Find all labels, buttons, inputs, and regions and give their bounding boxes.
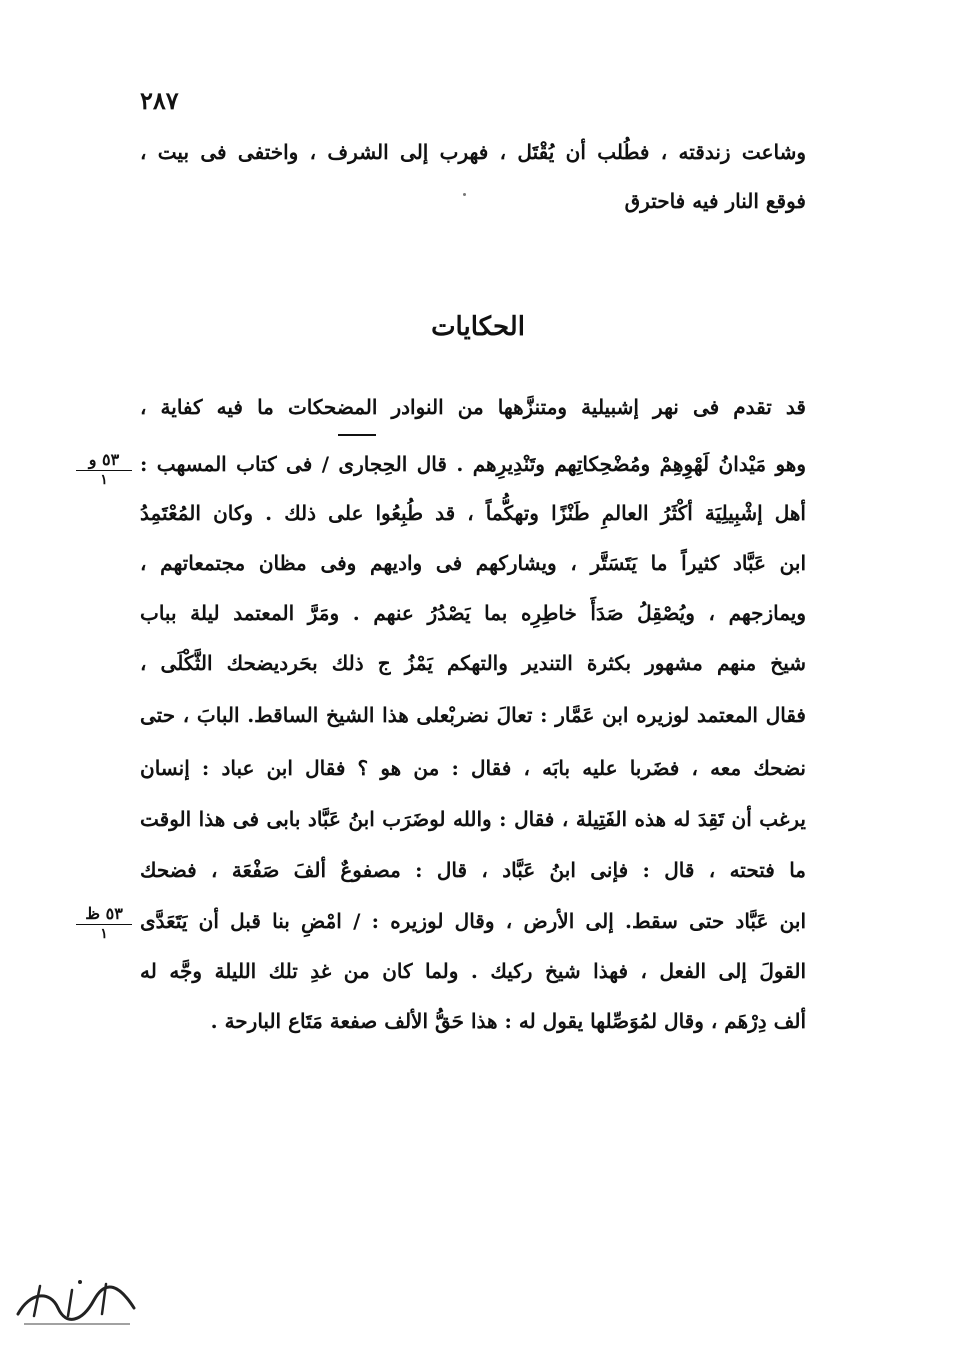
margin-note-sub: ١ [100,472,108,488]
body-line: ما فتحته ، قال : فإنى ابنُ عَبَّاد ، قال : مصفوعٌ ألفَ صَفْعَة ، فضحك [140,858,807,882]
body-line: ألف دِرْهَم ، وقال لمُوَصِّلها يقول له : هذا حَقُّ الألف صفعة مَتَاع البارحة . [210,1009,806,1033]
margin-note-ref: ٥٣ ظ [76,904,132,925]
body-line: فقال المعتمد لوزيره ابن عَمَّار : تعالَ نضربْعلى هذا الشيخ الساقط. البابَ ، حتى [140,703,806,727]
page-number: ٢٨٧ [140,86,179,115]
body-line: ابن عَبَّاد حتى سقط. إلى الأرض ، وقال لوزيره : / امْضِ بنا قبل أن يَتَعَدَّى [140,909,806,933]
body-line: قد تقدم فى نهر إشبيلية ومتنزَّهها من النوادر المضحكات ما فيه كفاية ، [140,395,806,419]
library-logo [10,1272,145,1332]
top-line-1: وشاعت زندقته ، فطُلب أن يُقْتَل ، فهرب إلى الشرف ، واختفى فى بيت ، [140,140,806,164]
body-line: يرغب أن تَقِدَ له هذه الفَتِيلة ، فقال : والله لوضَرَب ابنُ عَبَّاد بابى فى هذا الوقت [140,807,806,831]
body-line: ويمازجهم ، ويُصْقِلُ صَدَأَ خاطِرِه بما يَصْدُرُ عنهم . ومَرَّ المعتمد ليلة بباب [140,601,806,625]
body-line: أهل إشْبِيلِيَة أكْثَرُ العالمِ طَنْزًا وتهكُّماً ، قد طُبِعُوا على ذلك . وكان المُعْتَمِدُ [140,501,806,525]
ink-speck [463,193,466,196]
top-line-2: فوقع النار فيه فاحترق [624,189,806,213]
body-line: نضحك معه ، فضَربا عليه بابَه ، فقال : من هو ؟ فقال ابن عباد : إنسان [140,756,806,780]
body-line: وهو مَيْدانُ لَهْوِهِمْ ومُضْحِكاتِهم وتَنْدِيرِهم . قال الحِجارى / فى كتاب المسهب : [140,452,806,476]
margin-note-sub: ١ [100,926,108,942]
body-line: القولَ إلى الفعل ، فهذا شيخ ركيك . ولما كان من غدِ تلك الليلة وجَّه له [140,959,806,983]
section-title: الحكايات [431,312,525,342]
margin-note [76,450,132,489]
margin-note [76,904,132,943]
overline-mark [338,434,376,436]
body-line: شيخ منهم مشهور بكثرة التندير والتهكم يَمْزُ ج ذلك بحَرديضحك الثَّكْلَى ، [140,651,806,675]
margin-note-ref: ٥٣ و [76,450,132,471]
body-line: ابن عَبَّاد كثيراً ما يَتَسَتَّر ، ويشاركهم فى واديهم وفى مظان مجتمعاتهم ، [140,551,806,575]
